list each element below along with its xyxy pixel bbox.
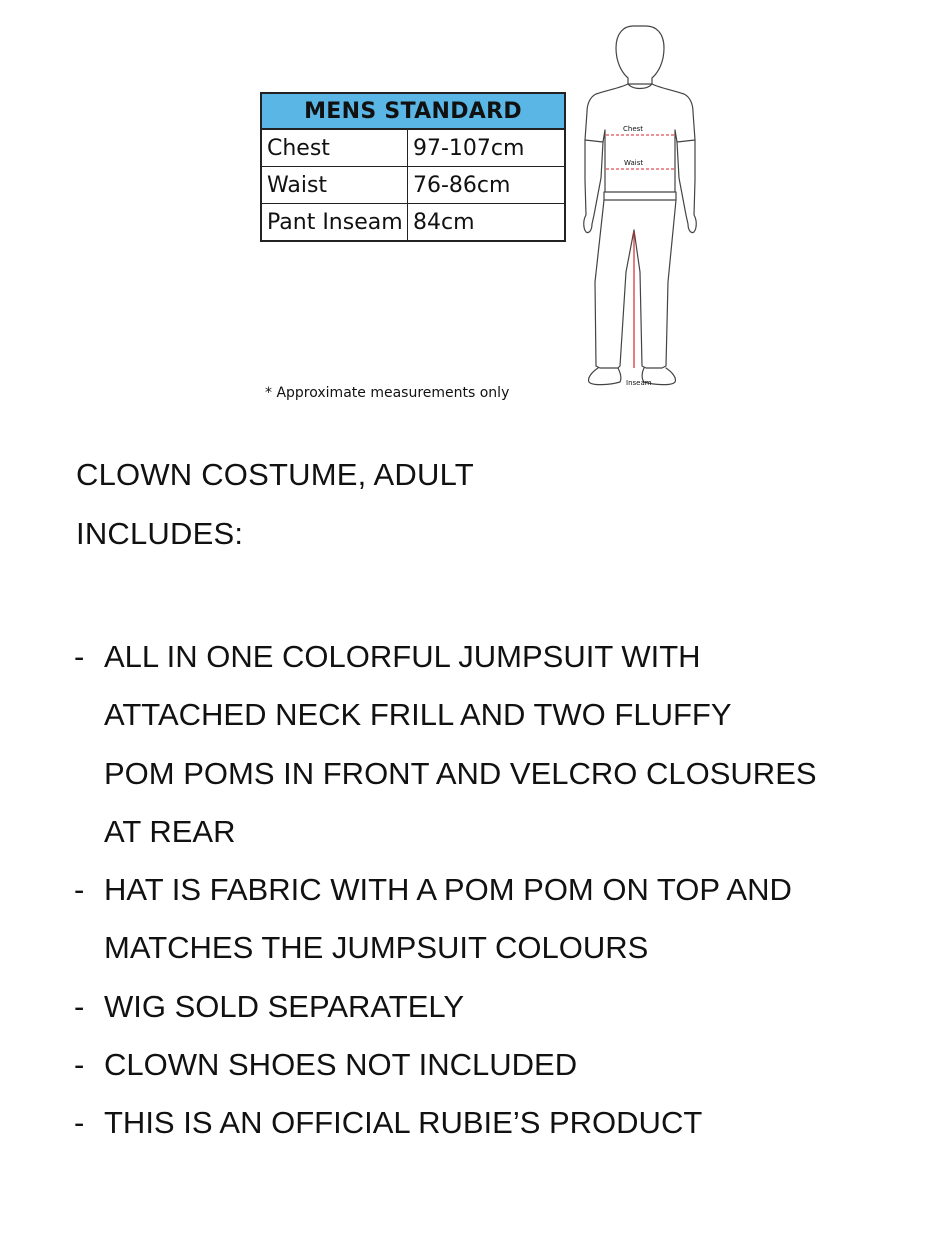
- bullet-dash: -: [74, 1105, 85, 1141]
- size-row-inseam: [261, 204, 565, 242]
- figure-head: [616, 26, 664, 84]
- inseam-label: Inseam: [626, 379, 652, 387]
- size-row-label: Chest: [261, 129, 408, 167]
- size-row-label: Waist: [261, 167, 408, 204]
- bullet-dash: -: [74, 639, 85, 674]
- includes-list: [74, 628, 914, 1153]
- size-row-chest: [261, 129, 565, 167]
- size-row-waist: [261, 167, 565, 204]
- size-chart-title: MENS STANDARD: [261, 93, 565, 129]
- size-chart-table: [260, 92, 566, 242]
- list-item: [74, 1036, 914, 1094]
- figure-arm-right: [677, 140, 696, 233]
- waist-label: Waist: [624, 159, 644, 167]
- list-item-text: ALL IN ONE COLORFUL JUMPSUIT WITH ATTACHED NECK FRILL AND TWO FLUFFY POM POMS IN FRONT AND VELCRO CLOSURES AT REAR: [104, 639, 817, 849]
- list-item-text: CLOWN SHOES NOT INCLUDED: [104, 1047, 578, 1083]
- product-title: CLOWN COSTUME, ADULT: [76, 457, 474, 492]
- list-item: [74, 861, 914, 978]
- chest-label: Chest: [623, 125, 644, 133]
- list-item: [74, 978, 914, 1036]
- size-row-value: 84cm: [408, 204, 566, 242]
- bullet-dash: -: [74, 872, 85, 908]
- list-item: [74, 1094, 914, 1152]
- includes-label: INCLUDES:: [76, 516, 244, 551]
- list-item-text: WIG SOLD SEPARATELY: [104, 988, 465, 1024]
- figure-arm-left: [584, 140, 603, 233]
- figure-shoe-left: [589, 368, 621, 385]
- body-outline-figure: [578, 20, 698, 392]
- size-row-value: 76-86cm: [408, 167, 566, 204]
- bullet-dash: -: [74, 1047, 85, 1083]
- list-item-text: THIS IS AN OFFICIAL RUBIE’S PRODUCT: [104, 1105, 703, 1141]
- size-row-value: 97-107cm: [408, 129, 566, 167]
- bullet-dash: -: [74, 988, 85, 1024]
- size-chart-header-row: [261, 93, 565, 129]
- list-item: [74, 628, 914, 861]
- measurement-note: * Approximate measurements only: [265, 385, 510, 401]
- list-item-text: HAT IS FABRIC WITH A POM POM ON TOP AND MATCHES THE JUMPSUIT COLOURS: [104, 872, 792, 966]
- size-row-label: Pant Inseam: [261, 204, 408, 242]
- figure-trousers: [595, 200, 676, 368]
